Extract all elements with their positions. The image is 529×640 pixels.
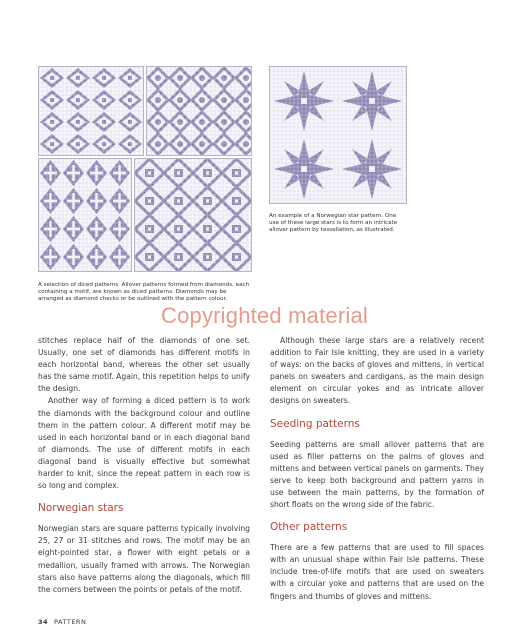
diced-chart-top-left — [38, 66, 144, 156]
page-footer — [38, 618, 86, 626]
left-column — [38, 335, 250, 596]
norwegian-star-chart-svg — [270, 67, 406, 203]
right-paragraph-3: There are a few patterns that are used to fill spaces with an unusual shape within Fair Isle patterns. These include tree-of-life motifs that are used on sweaters with a circular yoke and patterns that are used on the fingers and thumbs of gloves and mittens. — [270, 543, 484, 601]
left-paragraph-1: stitches replace half of the diamonds of one set. Usually, one set of diamonds has different motifs in each horizontal band, whereas the other set usually has the same motif. Again, this repetition helps to unify the design. — [38, 336, 250, 394]
diced-chart-middle-right — [134, 158, 252, 272]
star-figure-caption: An example of a Norwegian star pattern. One use of these large stars is to form an intricate allover pattern by tessellation, as illustrated. — [269, 213, 398, 233]
copyright-watermark: Copyrighted material — [161, 303, 368, 328]
norwegian-star-chart — [269, 66, 407, 204]
diced-chart-middle-left-svg — [39, 159, 131, 271]
diced-chart-top-right-svg — [147, 67, 251, 155]
right-paragraph-1: Although these large stars are a relatively recent addition to Fair Isle knitting, they are used in a variety of ways: on the backs of gloves and mittens, in vertical panels on sweaters and cardigans, as the main design element on circular yokes and as intricate allover designs on sweaters. — [270, 336, 484, 406]
section-name: PATTERN — [54, 618, 87, 626]
diced-figure-caption: A selection of diced patterns. Allover patterns formed from diamonds, each containing a motif, are known as diced patterns. Diamonds may be arranged as diamond checks or be outlined with the pattern colour. — [38, 282, 250, 302]
diced-chart-top-left-svg — [39, 67, 143, 155]
page-number: 34 — [38, 618, 49, 626]
heading-norwegian-stars: Norwegian stars — [38, 502, 124, 515]
left-paragraph-3: Norwegian stars are square patterns typically involving 25, 27 or 31 stitches and rows. The motif may be an eight-pointed star, a flower with eight petals or a medallion, usually framed with arrows. The Norwegian stars also have patterns along the diagonals, which fill the corners between the points or petals of the motif. — [38, 524, 250, 594]
diced-chart-middle-right-svg — [135, 159, 251, 271]
diced-chart-middle-left — [38, 158, 132, 272]
heading-other-patterns: Other patterns — [270, 521, 348, 534]
right-column — [270, 335, 484, 603]
heading-seeding-patterns: Seeding patterns — [270, 417, 360, 430]
right-paragraph-2: Seeding patterns are small allover patterns that are used as filler patterns on the palms of gloves and mittens and between vertical panels on garments. They serve to keep both background and pattern yarns in use between the main patterns, by the formation of short floats on the wrong side of the fabric. — [270, 439, 484, 510]
left-paragraph-2: Another way of forming a diced pattern is to work the diamonds with the background colour and outline them in the pattern colour. A different motif may be used in each horizontal band or in each diagonal band of diamonds. The use of different motifs in each diagonal band is visually effective but somewhat harder to knit, since the repeat pattern in each row is so long and complex. — [38, 396, 250, 491]
diced-chart-top-right — [146, 66, 252, 156]
